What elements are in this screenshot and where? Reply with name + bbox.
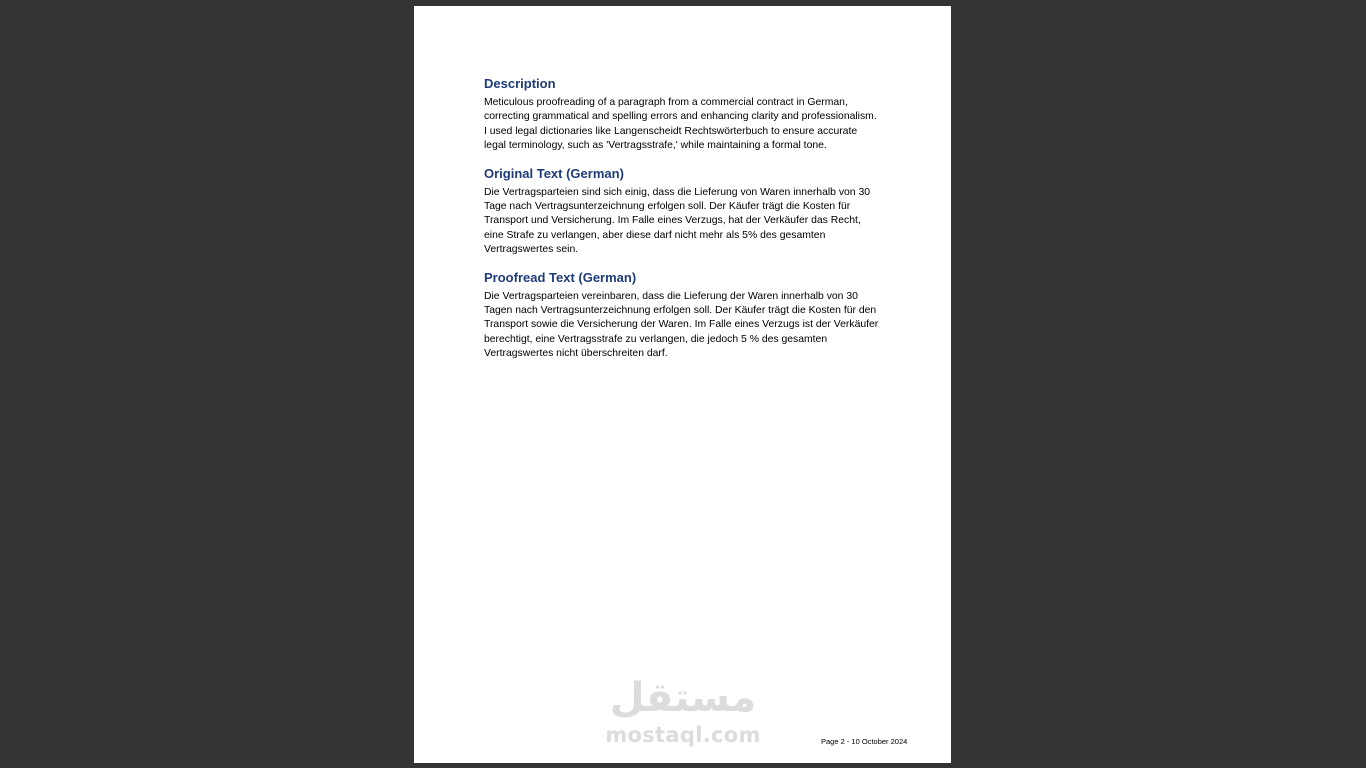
mostaql-watermark xyxy=(600,674,766,748)
watermark-latin-text: mostaql.com xyxy=(605,723,761,747)
document-page xyxy=(414,6,951,763)
description-body: Meticulous proofreading of a paragraph from a commercial contract in German, correcting grammatical and spelling errors and enhancing clarity and professionalism. I used legal dictionaries like Langenscheidt Rechtswörterbuch to ensure accurate legal terminology, such as 'Vertragsstrafe,' while maintaining a formal tone. xyxy=(484,97,877,152)
description-heading: Description xyxy=(484,76,556,91)
original-text-body: Die Vertragsparteien sind sich einig, dass die Lieferung von Waren innerhalb von 30 Tage nach Vertragsunterzeichnung erfolgen soll. Der Käufer trägt die Kosten für Transport und Versicherung. Im Falle eines Verzugs, hat der Verkäufer das Recht, eine Strafe zu verlangen, aber diese darf nicht mehr als 5% des gesamten Vertragswertes sein. xyxy=(484,186,871,256)
page-content xyxy=(484,76,880,374)
proofread-text-heading: Proofread Text (German) xyxy=(484,269,637,285)
watermark-arabic-text: مستقل xyxy=(609,675,757,721)
original-text-heading: Original Text (German) xyxy=(484,165,624,181)
page-footer: Page 2 - 10 October 2024 xyxy=(821,737,908,746)
proofread-text-body: Die Vertragsparteien vereinbaren, dass die Lieferung der Waren innerhalb von 30 Tagen nach Vertragsunterzeichnung erfolgen soll. Der Käufer trägt die Kosten für den Transport sowie die Versicherung der Waren. Im Falle eines Verzugs ist der Verkäufer berechtigt, eine Vertragsstrafe zu verlangen, die jedoch 5 % des gesamten Vertragswertes nicht überschreiten darf. xyxy=(484,290,879,360)
